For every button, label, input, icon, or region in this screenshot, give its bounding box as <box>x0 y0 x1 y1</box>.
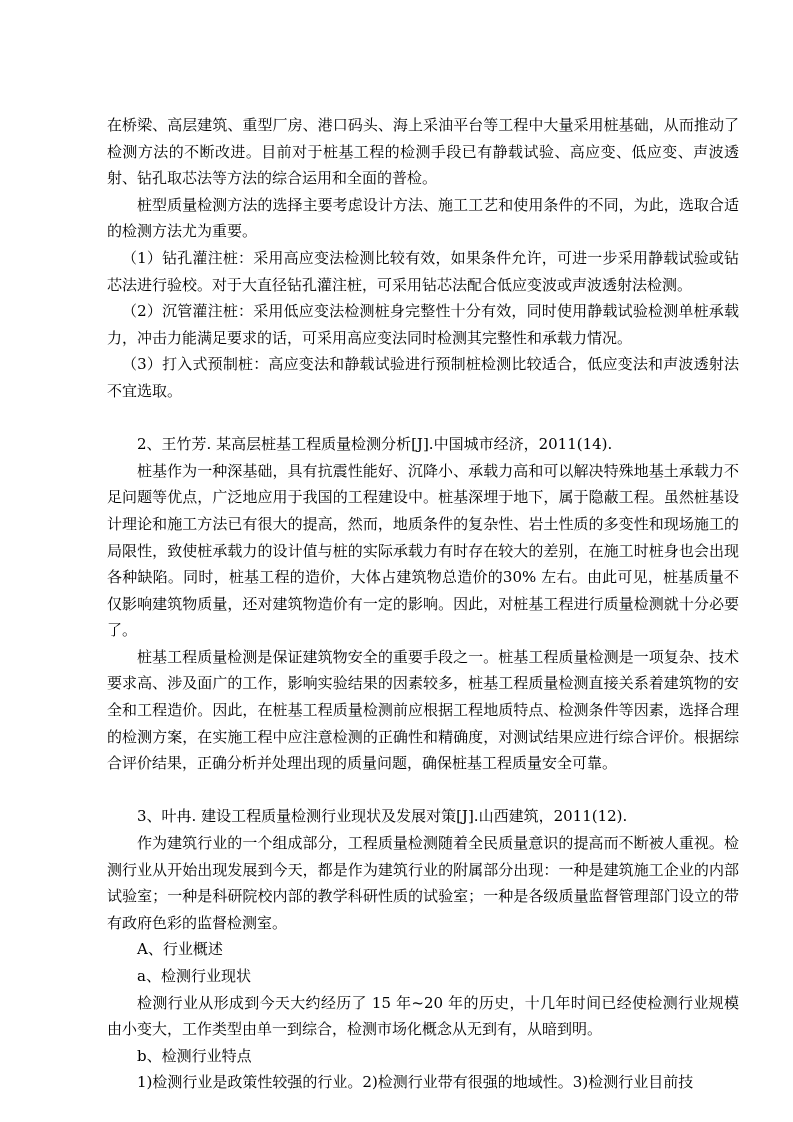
section-gap <box>107 405 739 432</box>
list-item: （2）沉管灌注桩：采用低应变法检测桩身完整性十分有效，同时使用静载试验检测单桩承载力，冲击力能满足要求的话，可采用高应变法同时检测其完整性和承载力情况。 <box>107 302 739 347</box>
reference-citation: 2、王竹芳. 某高层桩基工程质量检测分析[J].中国城市经济，2011(14). <box>137 435 613 454</box>
subheading: b、检测行业特点 <box>137 1046 252 1065</box>
paragraph: 桩型质量检测方法的选择主要考虑设计方法、施工工艺和使用条件的不同，为此，选取合适的检测方法尤为重要。 <box>107 195 739 241</box>
reference-citation: 3、叶冉. 建设工程质量检测行业现状及发展对策[J].山西建筑，2011(12). <box>137 807 628 826</box>
subheading: A、行业概述 <box>137 940 223 959</box>
paragraph: 桩基工程质量检测是保证建筑物安全的重要手段之一。桩基工程质量检测是一项复杂、技术要求高、涉及面广的工作，影响实验结果的因素较多，桩基工程质量检测直接关系着建筑物的安全和工程造价。因此，在桩基工程质量检测前应根据工程地质特点、检测条件等因素，选择合理的检测方案，在实施工程中应注意检测的正确性和精确度，对测试结果应进行综合评价。根据综合评价结果，正确分析并处理出现的质量问题，确保桩基工程质量安全可靠。 <box>107 647 739 773</box>
section-reference-2 <box>107 431 739 777</box>
paragraph: 检测行业从形成到今天大约经历了 15 年~20 年的历史，十几年时间已经使检测行业规模由小变大，工作类型由单一到综合，检测市场化概念从无到有，从暗到明。 <box>107 993 739 1039</box>
paragraph: 桩基作为一种深基础，具有抗震性能好、沉降小、承载力高和可以解决特殊地基土承载力不足问题等优点，广泛地应用于我国的工程建设中。桩基深埋于地下，属于隐蔽工程。虽然桩基设计理论和施工方法已有很大的提高，然而，地质条件的复杂性、岩土性质的多变性和现场施工的局限性，致使桩承载力的设计值与桩的实际承载力有时存在较大的差别，在施工时桩身也会出现各种缺陷。同时，桩基工程的造价，大体占建筑物总造价的30% 左右。由此可见，桩基质量不仅影响建筑物质量，还对建筑物造价有一定的影响。因此，对桩基工程进行质量检测就十分必要了。 <box>107 461 739 640</box>
list-item: （1）钻孔灌注桩：采用高应变法检测比较有效，如果条件允许，可进一步采用静载试验或钻芯法进行验校。对于大直径钻孔灌注桩，可采用钻芯法配合低应变波或声波透射法检测。 <box>107 248 739 294</box>
section-pile-methods <box>107 112 739 405</box>
paragraph: 1)检测行业是政策性较强的行业。2)检测行业带有很强的地域性。3)检测行业目前技 <box>137 1073 694 1092</box>
section-reference-3 <box>107 803 739 1096</box>
paragraph: 作为建筑行业的一个组成部分，工程质量检测随着全民质量意识的提高而不断被人重视。检测行业从开始出现发展到今天，都是作为建筑行业的附属部分出现：一种是建筑施工企业的内部试验室；一种是科研院校内部的教学科研性质的试验室；一种是各级质量监督管理部门设立的带有政府色彩的监督检测室。 <box>107 834 739 932</box>
subheading: a、检测行业现状 <box>137 967 251 985</box>
list-item: （3）打入式预制桩：高应变法和静载试验进行预制桩检测比较适合，低应变法和声波透射法不宜选取。 <box>107 355 739 400</box>
section-gap <box>107 777 739 804</box>
paragraph: 在桥梁、高层建筑、重型厂房、港口码头、海上采油平台等工程中大量采用桩基础，从而推动了检测方法的不断改进。目前对于桩基工程的检测手段已有静载试验、高应变、低应变、声波透射、钻孔取芯法等方法的综合运用和全面的普检。 <box>107 116 739 188</box>
document-page <box>107 112 739 1096</box>
